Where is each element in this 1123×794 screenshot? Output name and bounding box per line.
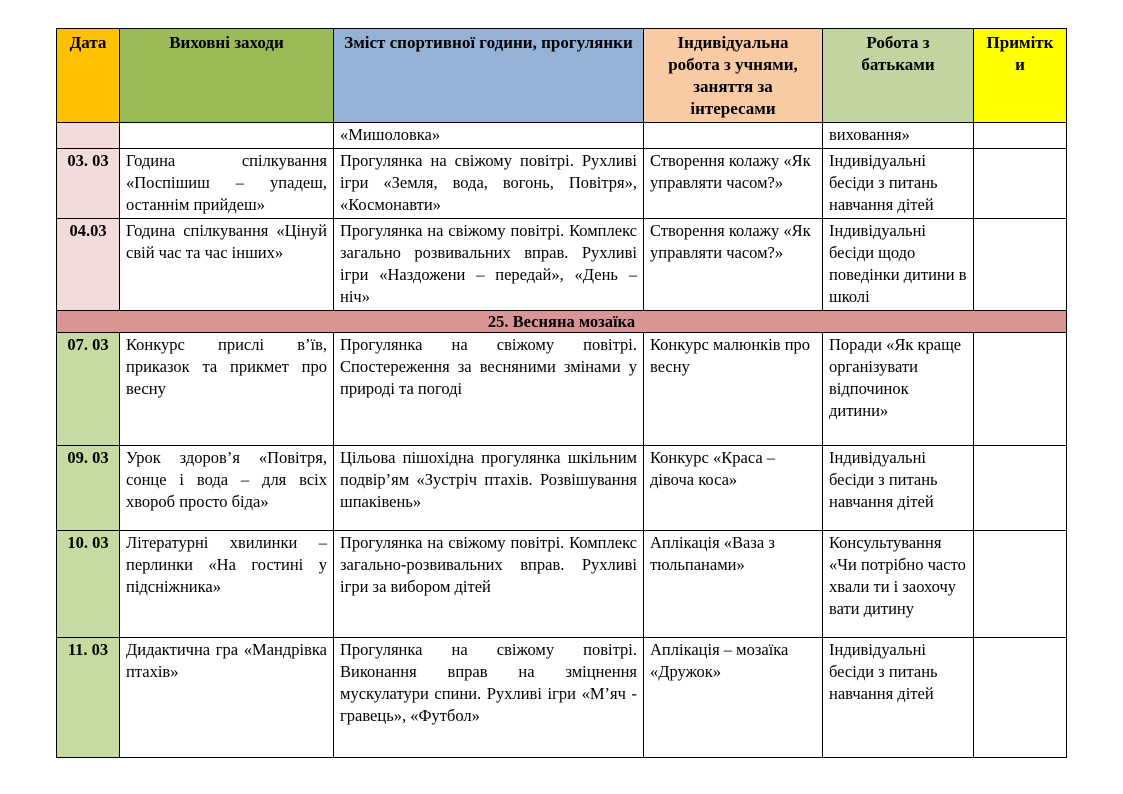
activities-cell: Літературні хвилинки – перлинки «На гостині у підсніжника»	[120, 531, 334, 638]
activities-cell: Конкурс прислі в’їв, приказок та прикмет про весну	[120, 333, 334, 446]
notes-cell	[974, 531, 1067, 638]
sports-cell: Прогулянка на свіжому повітрі. Комплекс загально-розвивальних вправ. Рухливі ігри за вибором дітей	[334, 531, 644, 638]
notes-cell	[974, 123, 1067, 149]
sports-cell: Прогулянка на свіжому повітрі. Спостереження за весняними змінами у природі та погоді	[334, 333, 644, 446]
column-header-parents: Робота з батьками	[823, 29, 974, 123]
parents-cell: виховання»	[823, 123, 974, 149]
table-row	[57, 333, 1067, 446]
sports-cell: Прогулянка на свіжому повітрі. Виконання вправ на зміцнення мускулатури спини. Рухливі ігри «М’яч - гравець», «Футбол»	[334, 638, 644, 758]
table-row	[57, 446, 1067, 531]
individual-cell: Створення колажу «Як управляти часом?»	[644, 219, 823, 311]
sports-cell: Прогулянка на свіжому повітрі. Рухливі ігри «Земля, вода, вогонь, Повітря», «Космонавти»	[334, 149, 644, 219]
activities-cell	[120, 123, 334, 149]
notes-cell	[974, 149, 1067, 219]
table-row	[57, 219, 1067, 311]
section-banner-row	[57, 311, 1067, 333]
header-row	[57, 29, 1067, 123]
date-cell: 07. 03	[57, 333, 120, 446]
individual-cell: Конкурс «Краса – дівоча коса»	[644, 446, 823, 531]
section-title: 25. Весняна мозаїка	[57, 311, 1067, 333]
parents-cell: Консультування «Чи потрібно часто хвали ти і заохочу вати дитину	[823, 531, 974, 638]
date-cell: 04.03	[57, 219, 120, 311]
parents-cell: Поради «Як краще організувати відпочинок дитини»	[823, 333, 974, 446]
table-row	[57, 531, 1067, 638]
activities-cell: Дидактична гра «Мандрівка птахів»	[120, 638, 334, 758]
sports-cell: Прогулянка на свіжому повітрі. Комплекс загально розвивальних вправ. Рухливі ігри «Наздожени – передай», «День – ніч»	[334, 219, 644, 311]
activities-cell: Година спілкування «Цінуй свій час та час інших»	[120, 219, 334, 311]
date-cell: 11. 03	[57, 638, 120, 758]
individual-cell	[644, 123, 823, 149]
parents-cell: Індивідуальні бесіди з питань навчання дітей	[823, 149, 974, 219]
date-cell: 10. 03	[57, 531, 120, 638]
sports-cell: Цільова пішохідна прогулянка шкільним подвір’ям «Зустріч птахів. Розвішування шпаківень»	[334, 446, 644, 531]
table-row	[57, 123, 1067, 149]
date-cell: 03. 03	[57, 149, 120, 219]
individual-cell: Аплікація – мозаїка «Дружок»	[644, 638, 823, 758]
activities-cell: Година спілкування «Поспішиш – упадеш, останнім прийдеш»	[120, 149, 334, 219]
column-header-sports: Зміст спортивної години, прогулянки	[334, 29, 644, 123]
table-row	[57, 149, 1067, 219]
notes-cell	[974, 638, 1067, 758]
activities-cell: Урок здоров’я «Повітря, сонце і вода – для всіх хвороб просто біда»	[120, 446, 334, 531]
individual-cell: Створення колажу «Як управляти часом?»	[644, 149, 823, 219]
notes-cell	[974, 333, 1067, 446]
column-header-notes: Примітк и	[974, 29, 1067, 123]
parents-cell: Індивідуальні бесіди щодо поведінки дитини в школі	[823, 219, 974, 311]
column-header-individual: Індивідуальна робота з учнями, заняття за інтересами	[644, 29, 823, 123]
individual-cell: Аплікація «Ваза з тюльпанами»	[644, 531, 823, 638]
table-row	[57, 638, 1067, 758]
column-header-activities: Виховні заходи	[120, 29, 334, 123]
sports-cell: «Мишоловка»	[334, 123, 644, 149]
notes-cell	[974, 219, 1067, 311]
date-cell: 09. 03	[57, 446, 120, 531]
schedule-table	[56, 28, 1067, 758]
parents-cell: Індивідуальні бесіди з питань навчання дітей	[823, 446, 974, 531]
date-cell	[57, 123, 120, 149]
parents-cell: Індивідуальні бесіди з питань навчання дітей	[823, 638, 974, 758]
column-header-date: Дата	[57, 29, 120, 123]
individual-cell: Конкурс малюнків про весну	[644, 333, 823, 446]
notes-cell	[974, 446, 1067, 531]
